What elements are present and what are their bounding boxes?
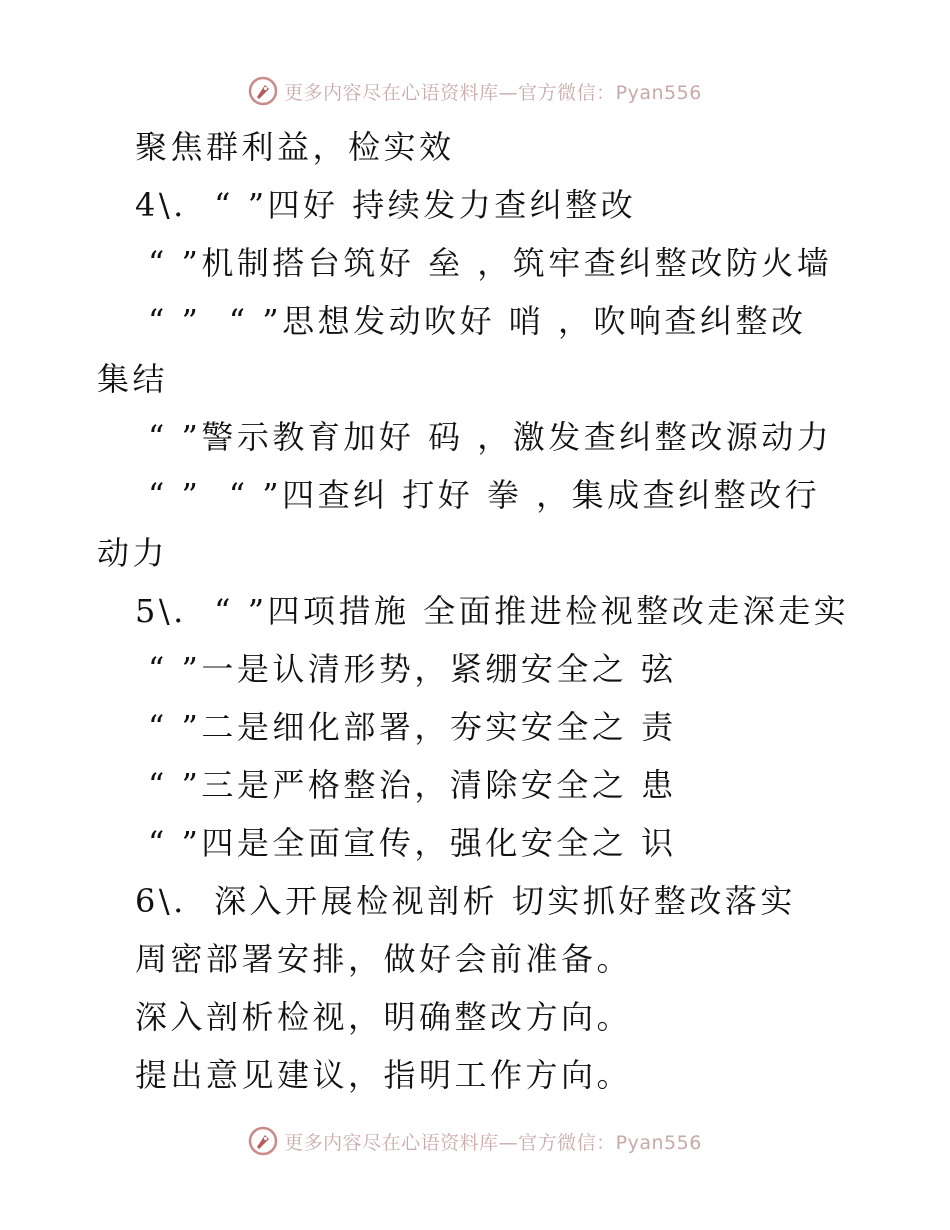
section-heading: 6\. 深入开展检视剖析 切实抓好整改落实 <box>135 882 796 920</box>
text-line: “ ”一是认清形势，紧绷安全之 弦 <box>148 650 677 688</box>
text-line: “ ”二是细化部署，夯实安全之 责 <box>148 708 677 746</box>
footer-watermark <box>0 1121 950 1161</box>
pen-nib-logo-icon <box>248 1126 278 1156</box>
section-heading: 5\. “ ”四项措施 全面推进检视整改走深走实 <box>135 592 850 630</box>
text-line: “ ”警示教育加好 码 ，激发查纠整改源动力 <box>148 418 833 456</box>
text-line: 聚焦群利益，检实效 <box>135 128 455 166</box>
text-line: “ ” “ ”思想发动吹好 哨 ，吹响查纠整改 <box>148 302 807 340</box>
text-line: 集结 <box>97 360 169 398</box>
section-heading: 4\. “ ”四好 持续发力查纠整改 <box>135 186 637 224</box>
text-line: 周密部署安排，做好会前准备。 <box>135 940 633 978</box>
text-line: “ ”三是严格整治，清除安全之 患 <box>148 766 677 804</box>
text-line: 提出意见建议，指明工作方向。 <box>135 1056 633 1094</box>
watermark-text: 更多内容尽在心语资料库—官方微信：Pyan556 <box>284 1131 702 1154</box>
text-line: 动力 <box>97 534 169 572</box>
pen-nib-logo-icon <box>248 76 278 106</box>
text-line: “ ”机制搭台筑好 垒 ，筑牢查纠整改防火墙 <box>148 244 833 282</box>
text-line: 深入剖析检视，明确整改方向。 <box>135 998 633 1036</box>
document-body <box>0 118 950 1104</box>
text-line: “ ” “ ”四查纠 打好 拳 ，集成查纠整改行 <box>148 476 821 514</box>
text-line: “ ”四是全面宣传，强化安全之 识 <box>148 824 677 862</box>
watermark-text: 更多内容尽在心语资料库—官方微信：Pyan556 <box>284 81 702 104</box>
header-watermark <box>0 71 950 111</box>
